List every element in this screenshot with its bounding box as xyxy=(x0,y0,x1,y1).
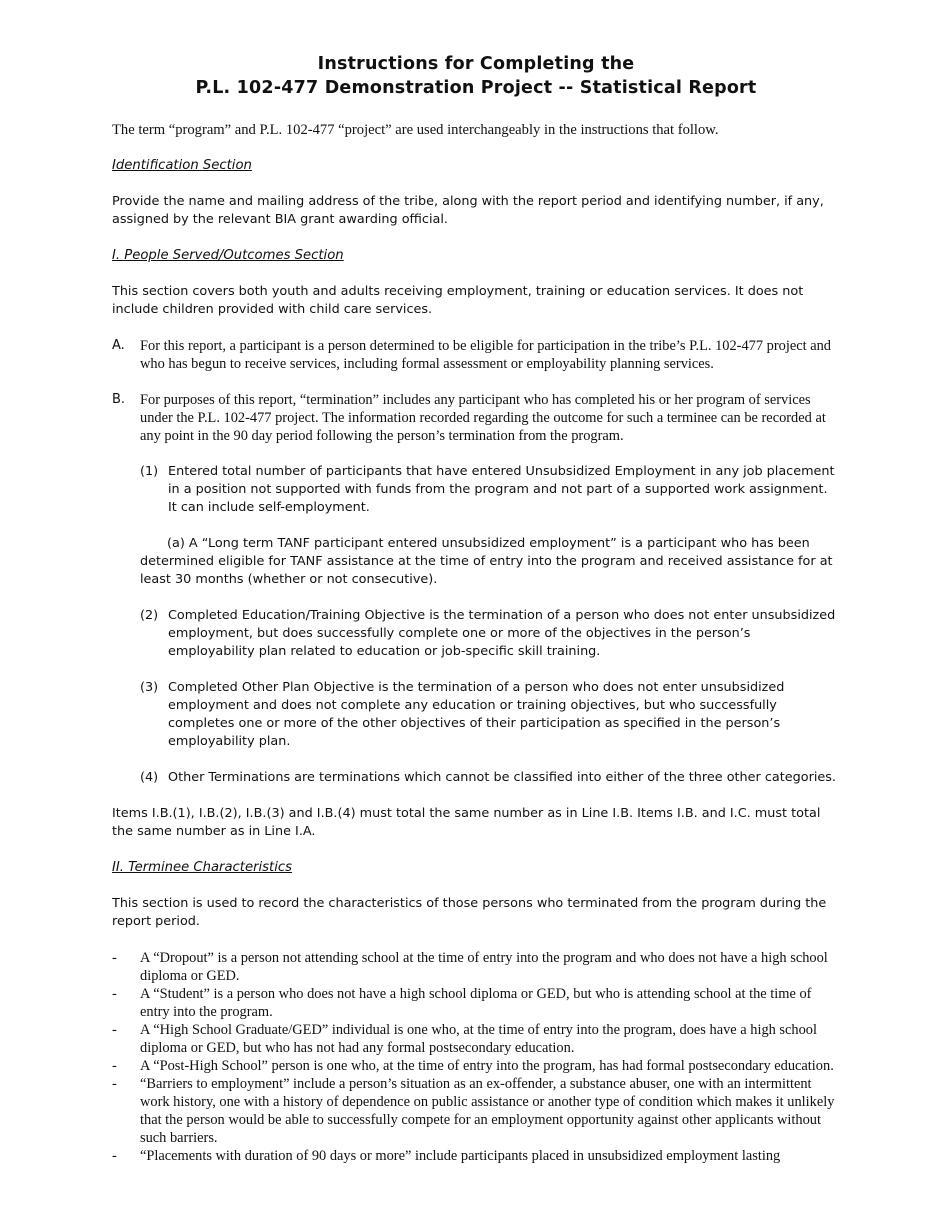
item-a-text: For this report, a participant is a person determined to be eligible for participation in the tribe’s P.L. 102-477 project and who has begun to receive services, including formal assessment or employability planning services. xyxy=(140,338,831,372)
subitem-1-text: Entered total number of participants that have entered Unsubsidized Employment in any job placement in a position not supported with funds from the program and not part of a supported work assignment. It can include self-employment. xyxy=(168,464,835,515)
subitem-3-mark: (3) xyxy=(140,680,159,695)
bullet-mark: - xyxy=(112,1076,117,1092)
subitem-2-text: Completed Education/Training Objective is the termination of a person who does not enter unsubsidized employment, but does successfully complete one or more of the objectives in the person’s employability plan related to education or job-specific skill training. xyxy=(168,608,836,659)
bullet-mark: - xyxy=(112,986,117,1002)
item-b-text: For purposes of this report, “termination” includes any participant who has completed his or her program of services under the P.L. 102-477 project. The information recorded regarding the outcome for such a terminee can be recorded at any point in the 90 day period following the person’s termination from the program. xyxy=(140,392,826,444)
subitem-4-text: Other Terminations are terminations which cannot be classified into either of the three other categories. xyxy=(168,770,836,785)
intro-paragraph: The term “program” and P.L. 102-477 “project” are used interchangeably in the instructions that follow. xyxy=(112,122,719,138)
bullet-text: A “High School Graduate/GED” individual is one who, at the time of entry into the program, does have a high school diploma or GED, but who has not had any formal postsecondary education. xyxy=(140,1022,818,1056)
title-line-1: Instructions for Completing the xyxy=(317,54,635,74)
subitem-3 xyxy=(112,679,840,751)
document-title xyxy=(112,52,840,100)
people-served-heading: I. People Served/Outcomes Section xyxy=(112,248,344,263)
bullet-text: “Placements with duration of 90 days or more” include participants placed in unsubsidized employment lasting xyxy=(140,1148,781,1164)
terminee-bullet-list xyxy=(112,949,840,1165)
item-a xyxy=(112,337,840,373)
totals-note: Items I.B.(1), I.B.(2), I.B.(3) and I.B.(4) must total the same number as in Line I.B. Items I.B. and I.C. must total the same number as in Line I.A. xyxy=(112,806,821,839)
subitem-4 xyxy=(112,769,840,787)
item-a-mark: A. xyxy=(112,338,125,353)
identification-text: Provide the name and mailing address of the tribe, along with the report period and identifying number, if any, assigned by the relevant BIA grant awarding official. xyxy=(112,194,824,227)
subitem-1a-text: (a) A “Long term TANF participant entered unsubsidized employment” is a participant who has been determined eligible for TANF assistance at the time of entry into the program and received assistance for at least 30 months (whether or not consecutive). xyxy=(140,536,833,587)
bullet-text: “Barriers to employment” include a person’s situation as an ex-offender, a substance abuser, one with an intermittent work history, one with a history of dependence on public assistance or another type of condition which makes it unlikely that the person would be able to successfully compete for an employment opportunity against other applicants without such barriers. xyxy=(140,1076,835,1146)
bullet-mark: - xyxy=(112,1022,117,1038)
subitem-1 xyxy=(112,463,840,517)
subitem-4-mark: (4) xyxy=(140,770,159,785)
people-served-text: This section covers both youth and adults receiving employment, training or education services. It does not include children provided with child care services. xyxy=(112,284,804,317)
bullet-mark: - xyxy=(112,950,117,966)
terminee-heading: II. Terminee Characteristics xyxy=(112,860,293,875)
list-item xyxy=(112,1147,840,1165)
list-item xyxy=(112,949,840,985)
terminee-text: This section is used to record the characteristics of those persons who terminated from the program during the report period. xyxy=(112,896,827,929)
bullet-text: A “Dropout” is a person not attending school at the time of entry into the program and who does not have a high school diploma or GED. xyxy=(140,950,828,984)
list-item xyxy=(112,985,840,1021)
item-b xyxy=(112,391,840,445)
item-b-mark: B. xyxy=(112,392,126,407)
subitem-2-mark: (2) xyxy=(140,608,159,623)
identification-heading: Identification Section xyxy=(112,158,252,173)
list-item xyxy=(112,1075,840,1147)
subitem-3-text: Completed Other Plan Objective is the termination of a person who does not enter unsubsidized employment and does not complete any education or training objectives, but who successfully completes one or more of the other objectives of their participation as specified in the person’s employability plan. xyxy=(168,680,785,749)
subitem-2 xyxy=(112,607,840,661)
list-item xyxy=(112,1057,840,1075)
title-line-2: P.L. 102-477 Demonstration Project -- Statistical Report xyxy=(195,78,757,98)
document-page xyxy=(112,52,840,1165)
bullet-text: A “Post-High School” person is one who, at the time of entry into the program, has had formal postsecondary education. xyxy=(140,1058,834,1074)
bullet-mark: - xyxy=(112,1148,117,1164)
list-item xyxy=(112,1021,840,1057)
bullet-mark: - xyxy=(112,1058,117,1074)
bullet-text: A “Student” is a person who does not have a high school diploma or GED, but who is attending school at the time of entry into the program. xyxy=(140,986,812,1020)
subitem-1-mark: (1) xyxy=(140,464,159,479)
